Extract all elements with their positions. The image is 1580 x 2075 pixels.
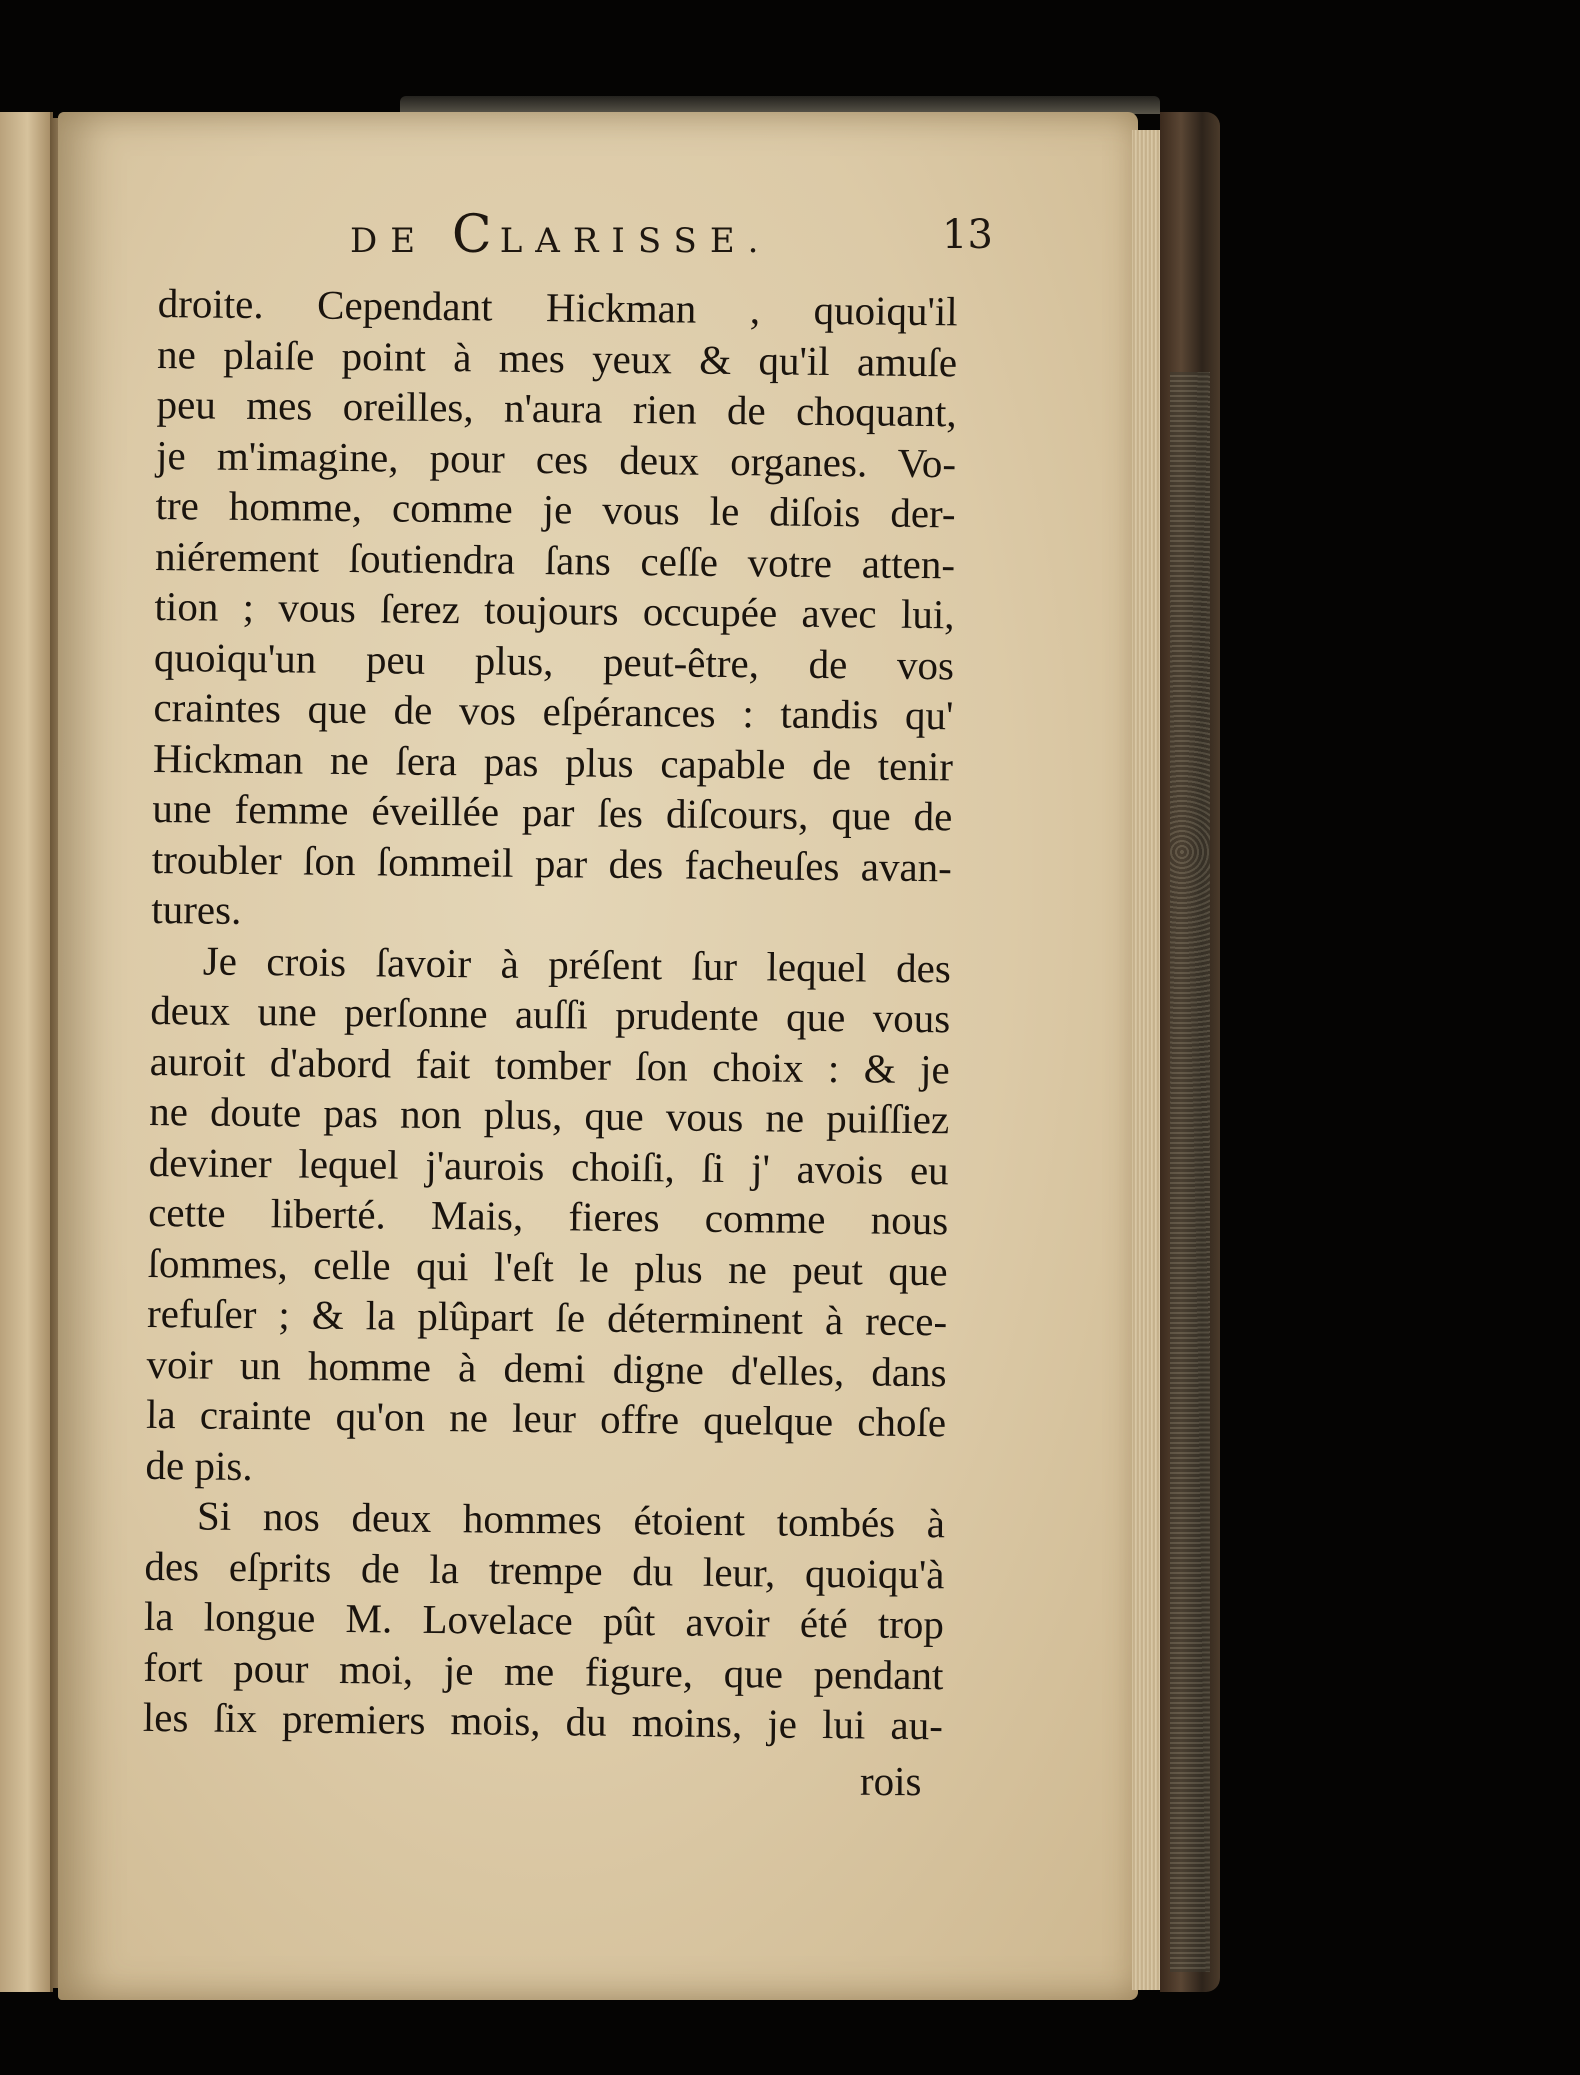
running-head-prefix: DE xyxy=(350,221,429,261)
text-line: troubler ſon ſommeil par des facheuſes avan- xyxy=(151,835,953,890)
text-line: cette liberté. Mais, fieres comme nous xyxy=(147,1188,949,1244)
text-line: craintes que de vos eſpérances : tandis qu' xyxy=(153,683,954,739)
text-line: tre homme, comme je vous le diſois der- xyxy=(155,481,956,537)
text-line: ne doute pas non plus, que vous ne puiſſiez xyxy=(149,1087,950,1143)
text-line: deviner lequel j'aurois choiſi, ſi j' avois eu xyxy=(148,1138,949,1193)
text-line: tion ; vous ſerez toujours occupée avec lui, xyxy=(154,582,955,638)
book-cover xyxy=(1160,112,1220,1992)
text-line: fort pour moi, je me figure, que pendant xyxy=(143,1643,944,1698)
text-line: je m'imagine, pour ces deux organes. Vo- xyxy=(155,431,957,486)
body-text xyxy=(143,278,958,1751)
text-line: tures. xyxy=(151,885,242,933)
text-line: une femme éveillée par ſes diſcours, que de xyxy=(152,784,953,840)
running-head-rest: LARISSE. xyxy=(499,221,772,261)
text-line: voir un homme à demi digne d'elles, dans xyxy=(146,1340,947,1395)
text-line: Si nos deux hommes étoient tombés à xyxy=(196,1492,946,1547)
text-line: les ſix premiers mois, du moins, je lui au- xyxy=(142,1693,944,1749)
text-line: des eſprits de la trempe du leur, quoiqu'à xyxy=(144,1542,945,1597)
text-line: quoiqu'un peu plus, peut-être, de vos xyxy=(153,633,955,688)
text-line: peu mes oreilles, n'aura rien de choquant, xyxy=(156,380,957,436)
paragraph xyxy=(145,934,951,1498)
running-head xyxy=(350,205,970,265)
text-line: la crainte qu'on ne leur offre quelque choſe xyxy=(145,1390,947,1446)
text-line: la longue M. Lovelace pût avoir été trop xyxy=(143,1592,945,1648)
previous-page-edge xyxy=(0,112,53,1992)
paragraph xyxy=(151,278,958,943)
catchword: rois xyxy=(860,1758,922,1804)
text-line: droite. Cependant Hickman , quoiqu'il xyxy=(157,279,958,335)
paragraph xyxy=(143,1490,946,1751)
text-line: refuſer ; & la plûpart ſe déterminent à rece- xyxy=(146,1289,948,1345)
text-line: Hickman ne ſera pas plus capable de tenir xyxy=(152,734,954,789)
running-head-initial: C xyxy=(451,205,500,265)
text-line: Je crois ſavoir à préſent ſur lequel des xyxy=(202,937,952,991)
text-line: auroit d'abord fait tomber ſon choix : & je xyxy=(149,1037,951,1092)
text-line: ſommes, celle qui l'eſt le plus ne peut que xyxy=(147,1239,948,1294)
text-line: niérement ſoutiendra ſans ceſſe votre atten- xyxy=(154,532,956,587)
text-line: deux une perſonne auſſi prudente que vous xyxy=(150,986,951,1042)
text-line: de pis. xyxy=(145,1441,253,1489)
text-line: ne plaiſe point à mes yeux & qu'il amuſe xyxy=(156,330,958,385)
page-number: 13 xyxy=(942,212,993,258)
